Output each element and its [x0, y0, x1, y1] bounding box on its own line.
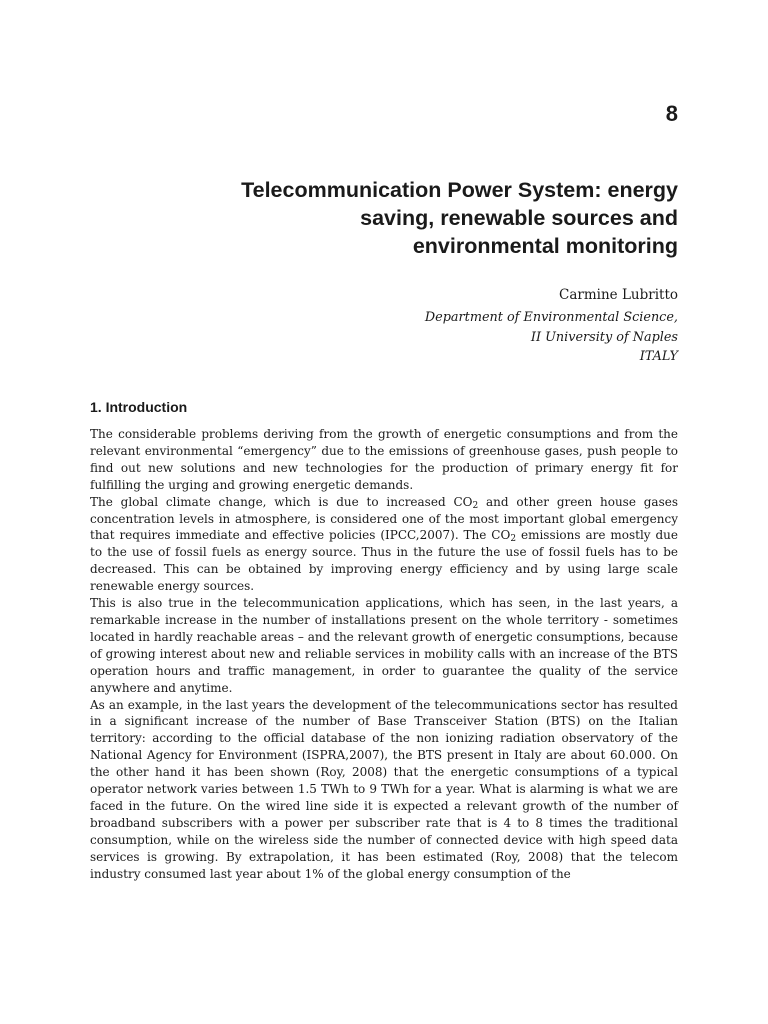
author-block [425, 284, 678, 367]
paragraph-text: The global climate change, which is due to increased CO [90, 494, 473, 509]
section-heading: 1. Introduction [90, 399, 188, 415]
affiliation-department: Department of Environmental Science, [424, 310, 678, 325]
chapter-title-line: saving, renewable sources and [360, 206, 678, 230]
body-text [90, 426, 678, 882]
paragraph [90, 494, 678, 595]
chapter-number: 8 [665, 101, 678, 126]
paragraph-text: and other green house gases concentration levels in atmosphere, is considered one of the most important global emergency that requires immediate and effective policies (IPCC,2007). The CO [90, 494, 679, 543]
chapter-title-line: environmental monitoring [412, 234, 678, 258]
document-page [90, 0, 678, 1024]
paragraph: The considerable problems deriving from the growth of energetic consumptions and from the relevant environmental “emergency” due to the emissions of greenhouse gases, push people to find out new solutions and new technologies for the production of primary energy fit for fulfilling the urging and growing energetic demands. [90, 427, 678, 492]
paragraph: As an example, in the last years the development of the telecommunications sector has resulted in a significant increase of the number of Base Transceiver Station (BTS) on the Italian territory: according to the official database of the non ionizing radiation observatory of the National Agency for Environment (ISPRA,2007), the BTS present in Italy are about 60.000. On the other hand it has been shown (Roy, 2008) that the energetic consumptions of a typical operator network varies between 1.5 TWh to 9 TWh for a year. What is alarming is what we are faced in the future. On the wired line side it is expected a relevant growth of the number of broadband subscribers with a power per subscriber rate that is 4 to 8 times the traditional consumption, while on the wireless side the number of connected device with high speed data services is growing. By extrapolation, it has been estimated (Roy, 2008) that the telecom industry consumed last year about 1% of the global energy consumption of the [90, 697, 678, 881]
author-name: Carmine Lubritto [559, 287, 678, 303]
affiliation-country: ITALY [639, 349, 678, 364]
paragraph-text: emissions are mostly due to the use of fossil fuels as energy source. Thus in the future the use of fossil fuels has to be decreased. This can be obtained by improving energy efficiency and by using large scale renewable energy sources. [90, 528, 678, 594]
subscript: 2 [510, 534, 517, 545]
paragraph: This is also true in the telecommunication applications, which has seen, in the last years, a remarkable increase in the number of installations present on the whole territory - sometimes located in hardly reachable areas – and the relevant growth of energetic consumptions, because of growing interest about new and reliable services in mobility calls with an increase of the BTS operation hours and traffic management, in order to guarantee the quality of the service anywhere and anytime. [90, 596, 678, 695]
chapter-title [118, 176, 678, 260]
affiliation-university: II University of Naples [530, 329, 678, 345]
subscript: 2 [472, 500, 479, 511]
chapter-title-line: Telecommunication Power System: energy [241, 178, 678, 202]
